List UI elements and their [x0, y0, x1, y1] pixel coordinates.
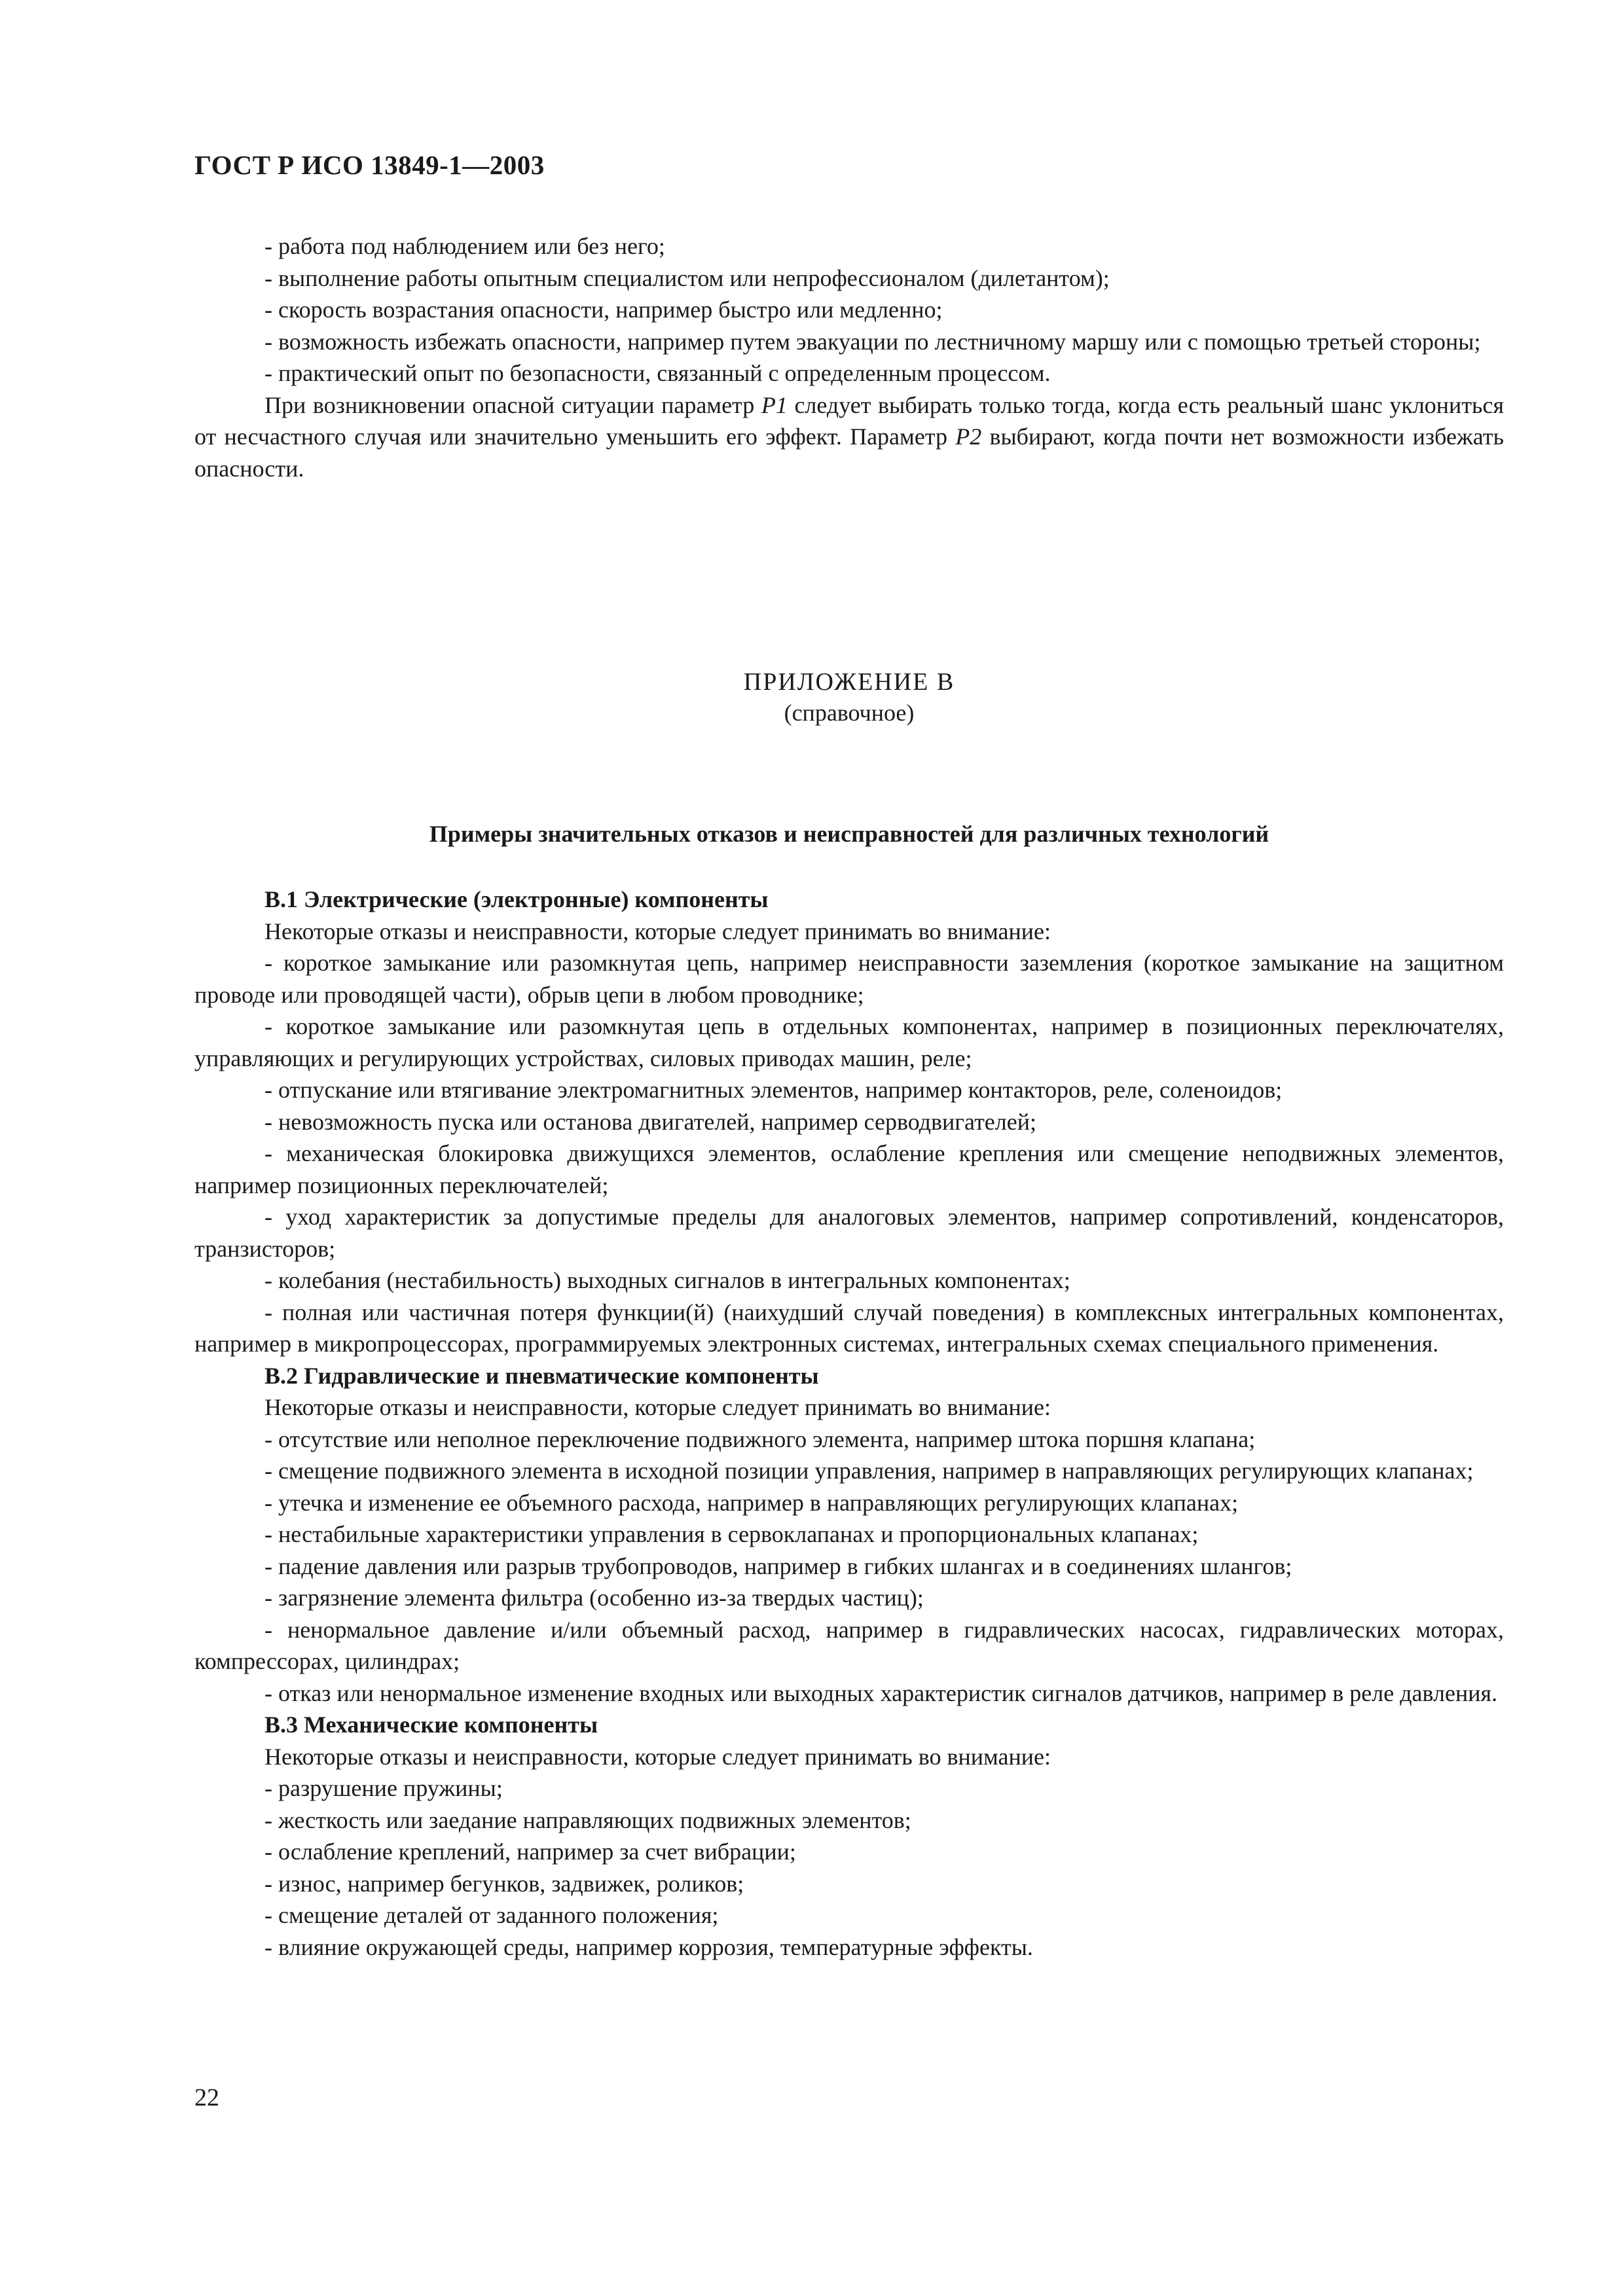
list-item: - падение давления или разрыв трубопроводов, например в гибких шлангах и в соединениях шлангов;	[264, 1552, 1292, 1579]
list-item: - отказ или ненормальное изменение входных или выходных характеристик сигналов датчиков, например в реле давления.	[264, 1679, 1498, 1706]
list-item: - уход характеристик за допустимые пределы для аналоговых элементов, например сопротивлений, конденсаторов, транзисторов;	[194, 1204, 1504, 1262]
list-item: - выполнение работы опытным специалистом или непрофессионалом (дилетантом);	[264, 264, 1110, 291]
section-title: В.2 Гидравлические и пневматические компоненты	[264, 1362, 819, 1389]
list-item: - колебания (нестабильность) выходных сигналов в интегральных компонентах;	[264, 1267, 1070, 1293]
section-intro: Некоторые отказы и неисправности, которые следует принимать во внимание:	[264, 1394, 1051, 1420]
list-item: - полная или частичная потеря функции(й) (наихудший случай поведения) в комплексных интегральных компонентах, например в микропроцессорах, программируемых электронных системах, интегральных схемах специального применения.	[194, 1299, 1504, 1357]
list-item: - отсутствие или неполное переключение подвижного элемента, например штока поршня клапана;	[264, 1426, 1256, 1452]
appendix-note: (справочное)	[784, 700, 915, 726]
parameter-p2: P2	[955, 423, 982, 450]
list-item: - короткое замыкание или разомкнутая цепь в отдельных компонентах, например в позиционных переключателях, управляющих и регулирующих устройствах, силовых приводах машин, реле;	[194, 1013, 1504, 1071]
list-item: - разрушение пружины;	[264, 1775, 503, 1801]
parameter-p1: P1	[761, 391, 788, 418]
list-item: - скорость возрастания опасности, например быстро или медленно;	[264, 296, 943, 323]
list-item: - практический опыт по безопасности, связанный с определенным процессом.	[264, 360, 1051, 386]
list-item: - влияние окружающей среды, например коррозия, температурные эффекты.	[264, 1933, 1033, 1960]
list-item: - износ, например бегунков, задвижек, роликов;	[264, 1870, 744, 1897]
appendix-title: ПРИЛОЖЕНИЕ В	[743, 668, 955, 696]
list-item: - смещение деталей от заданного положения;	[264, 1902, 719, 1928]
appendix-heading: Примеры значительных отказов и неисправностей для различных технологий	[429, 821, 1269, 847]
page-number: 22	[194, 2084, 219, 2111]
list-item: - невозможность пуска или останова двигателей, например серводвигателей;	[264, 1108, 1036, 1135]
list-item: - смещение подвижного элемента в исходной позиции управления, например в направляющих регулирующих клапанах;	[264, 1458, 1474, 1484]
list-item: - ослабление креплений, например за счет вибрации;	[264, 1839, 796, 1865]
paragraph-text-c: выбирают, когда почти нет возможности избежать опасности.	[194, 423, 1504, 482]
section-intro: Некоторые отказы и неисправности, которые следует принимать во внимание:	[264, 918, 1051, 944]
list-item: - утечка и изменение ее объемного расхода, например в направляющих регулирующих клапанах;	[264, 1489, 1239, 1516]
paragraph-text-a: При возникновении опасной ситуации параметр	[264, 391, 761, 418]
parameter-paragraph	[194, 389, 1504, 485]
section-title: В.3 Механические компоненты	[264, 1712, 598, 1738]
section-title: В.1 Электрические (электронные) компоненты	[264, 886, 769, 912]
list-item: - загрязнение элемента фильтра (особенно из-за твердых частиц);	[264, 1585, 924, 1611]
paragraph-text-b: следует выбирать только тогда, когда есть реальный шанс уклониться от несчастного случая или значительно уменьшить его эффект. Параметр	[194, 391, 1504, 450]
list-item: - ненормальное давление и/или объемный расход, например в гидравлических насосах, гидравлических моторах, компрессорах, цилиндрах;	[194, 1616, 1504, 1674]
list-item: - короткое замыкание или разомкнутая цепь, например неисправности заземления (короткое замыкание на защитном проводе или проводящей части), обрыв цепи в любом проводнике;	[194, 950, 1504, 1008]
list-item: - возможность избежать опасности, например путем эвакуации по лестничному маршу или с помощью третьей стороны;	[264, 328, 1481, 355]
section-intro: Некоторые отказы и неисправности, которые следует принимать во внимание:	[264, 1743, 1051, 1770]
list-item: - жесткость или заедание направляющих подвижных элементов;	[264, 1806, 911, 1833]
sections-block	[194, 884, 1504, 1963]
document-header: ГОСТ Р ИСО 13849-1—2003	[194, 150, 545, 180]
list-item: - работа под наблюдением или без него;	[264, 233, 665, 259]
list-item: - механическая блокировка движущихся элементов, ослабление крепления или смещение неподвижных элементов, например позиционных переключателей;	[194, 1140, 1504, 1198]
list-item: - нестабильные характеристики управления в сервоклапанах и пропорциональных клапанах;	[264, 1521, 1199, 1547]
intro-block	[194, 230, 1504, 484]
list-item: - отпускание или втягивание электромагнитных элементов, например контакторов, реле, соленоидов;	[264, 1077, 1283, 1103]
